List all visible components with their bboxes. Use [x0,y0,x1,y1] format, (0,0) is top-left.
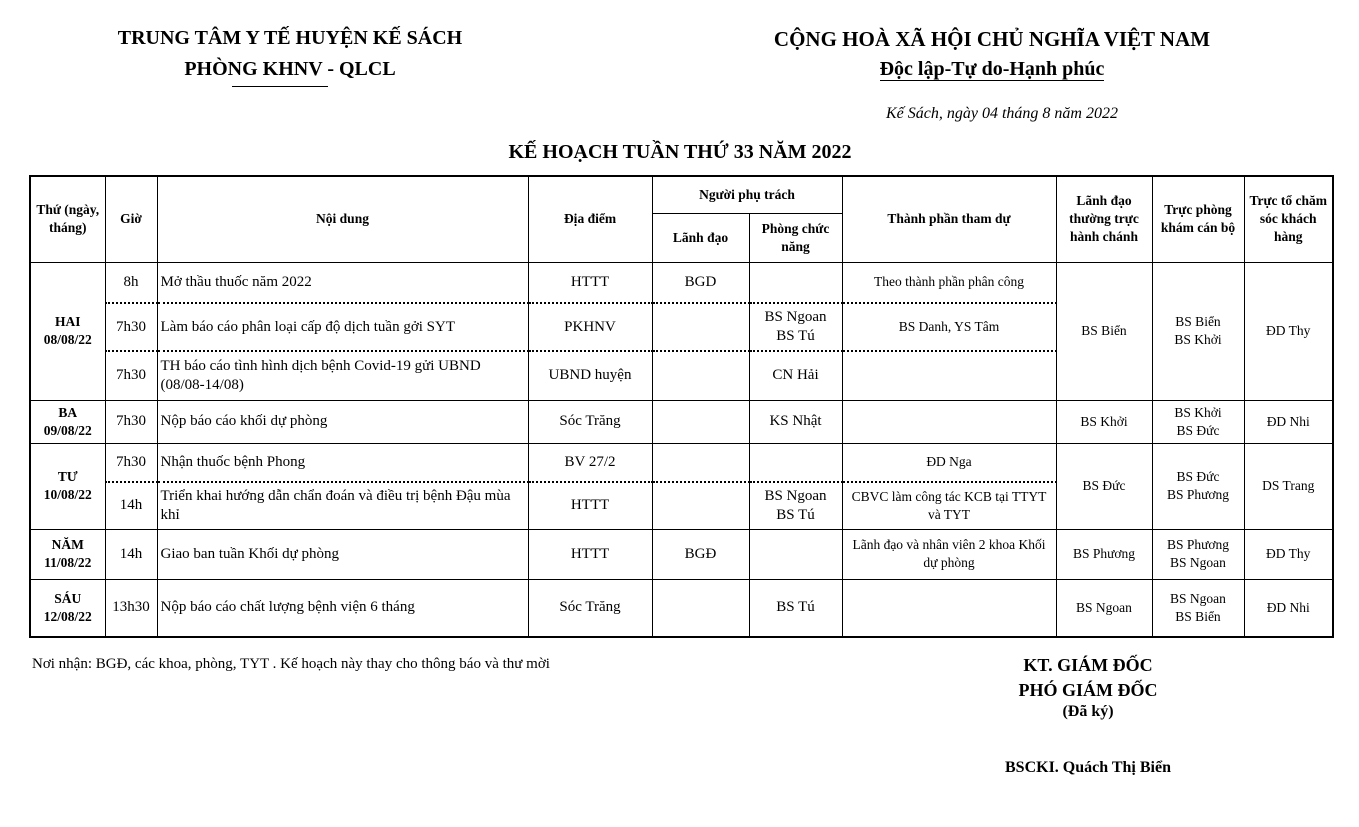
duty-clinic: BS Phương BS Ngoan [1152,529,1244,579]
dept [749,262,842,303]
day-cell: TƯ 10/08/22 [30,443,105,529]
duty-admin: BS Phương [1056,529,1152,579]
time: 8h [105,262,157,303]
content: TH báo cáo tình hình dịch bệnh Covid-19 gửi UBND (08/08-14/08) [157,351,528,400]
content: Nộp báo cáo chất lượng bệnh viện 6 tháng [157,579,528,637]
col-responsible: Người phụ trách [652,176,842,213]
attendees: Lãnh đạo và nhân viên 2 khoa Khối dự phòng [842,529,1056,579]
content: Làm báo cáo phân loại cấp độ dịch tuần gởi SYT [157,303,528,351]
leader [652,351,749,400]
col-duty-care: Trực tổ chăm sóc khách hàng [1244,176,1333,262]
duty-care: ĐD Nhi [1244,400,1333,443]
attendees: ĐD Nga [842,443,1056,482]
leader [652,443,749,482]
document-date: Kế Sách, ngày 04 tháng 8 năm 2022 [886,105,1118,122]
time: 7h30 [105,351,157,400]
content: Nộp báo cáo khối dự phòng [157,400,528,443]
dept: CN Hải [749,351,842,400]
content: Giao ban tuần Khối dự phòng [157,529,528,579]
attendees [842,351,1056,400]
place: HTTT [528,529,652,579]
content: Nhận thuốc bệnh Phong [157,443,528,482]
attendees: Theo thành phần phân công [842,262,1056,303]
leader: BGĐ [652,529,749,579]
table-row [30,529,1333,579]
day-cell: HAI 08/08/22 [30,262,105,400]
col-place: Địa điểm [528,176,652,262]
attendees: BS Danh, YS Tâm [842,303,1056,351]
day-cell: NĂM 11/08/22 [30,529,105,579]
place: HTTT [528,262,652,303]
time: 7h30 [105,303,157,351]
sign-title-1: KT. GIÁM ĐỐC [1023,655,1153,675]
place: BV 27/2 [528,443,652,482]
leader [652,400,749,443]
signed-note: (Đã ký) [1062,703,1114,720]
duty-admin: BS Khởi [1056,400,1152,443]
attendees: CBVC làm công tác KCB tại TTYT và TYT [842,482,1056,529]
place: UBND huyện [528,351,652,400]
leader [652,482,749,529]
duty-care: ĐD Thy [1244,262,1333,400]
nation-name: CỘNG HOÀ XÃ HỘI CHỦ NGHĨA VIỆT NAM [773,27,1211,51]
motto-text: Độc lập-Tự do-Hạnh phúc [879,58,1105,80]
divider [232,86,328,87]
table-row [30,579,1333,637]
col-duty-admin: Lãnh đạo thường trực hành chánh [1056,176,1152,262]
dept: KS Nhật [749,400,842,443]
attendees [842,579,1056,637]
dept [749,443,842,482]
leader [652,579,749,637]
col-content: Nội dung [157,176,528,262]
col-day: Thứ (ngày, tháng) [30,176,105,262]
day-cell: BA 09/08/22 [30,400,105,443]
col-dept: Phòng chức năng [749,213,842,262]
dept: BS Ngoan BS Tú [749,303,842,351]
duty-clinic: BS Biển BS Khởi [1152,262,1244,400]
day-cell: SÁU 12/08/22 [30,579,105,637]
duty-clinic: BS Ngoan BS Biển [1152,579,1244,637]
table-row [30,262,1333,303]
dept [749,529,842,579]
leader: BGD [652,262,749,303]
dept-name: PHÒNG KHNV - QLCL [184,58,396,80]
duty-care: ĐD Nhi [1244,579,1333,637]
time: 7h30 [105,400,157,443]
content: Mở thầu thuốc năm 2022 [157,262,528,303]
attendees [842,400,1056,443]
dept: BS Tú [749,579,842,637]
document-title: KẾ HOẠCH TUẦN THỨ 33 NĂM 2022 [508,141,852,163]
place: HTTT [528,482,652,529]
duty-admin: BS Đức [1056,443,1152,529]
time: 7h30 [105,443,157,482]
time: 14h [105,529,157,579]
time: 14h [105,482,157,529]
time: 13h30 [105,579,157,637]
place: Sóc Trăng [528,400,652,443]
org-name: TRUNG TÂM Y TẾ HUYỆN KẾ SÁCH [117,27,463,49]
sign-title-2: PHÓ GIÁM ĐỐC [1018,680,1158,700]
table-row [30,443,1333,482]
col-duty-clinic: Trực phòng khám cán bộ [1152,176,1244,262]
col-leader: Lãnh đạo [652,213,749,262]
duty-care: ĐD Thy [1244,529,1333,579]
duty-admin: BS Ngoan [1056,579,1152,637]
col-time: Giờ [105,176,157,262]
table-row [30,400,1333,443]
recipients: Nơi nhận: BGĐ, các khoa, phòng, TYT . Kế hoạch này thay cho thông báo và thư mời [32,656,550,672]
place: Sóc Trăng [528,579,652,637]
leader [652,303,749,351]
duty-clinic: BS Đức BS Phương [1152,443,1244,529]
signer-name: BSCKI. Quách Thị Biển [1005,759,1171,776]
weekly-plan-table [29,175,1334,638]
col-attendees: Thành phần tham dự [842,176,1056,262]
duty-care: DS Trang [1244,443,1333,529]
duty-clinic: BS Khởi BS Đức [1152,400,1244,443]
place: PKHNV [528,303,652,351]
dept: BS Ngoan BS Tú [749,482,842,529]
motto [742,58,1242,81]
content: Triển khai hướng dẫn chẩn đoán và điều trị bệnh Đậu mùa khỉ [157,482,528,529]
duty-admin: BS Biển [1056,262,1152,400]
